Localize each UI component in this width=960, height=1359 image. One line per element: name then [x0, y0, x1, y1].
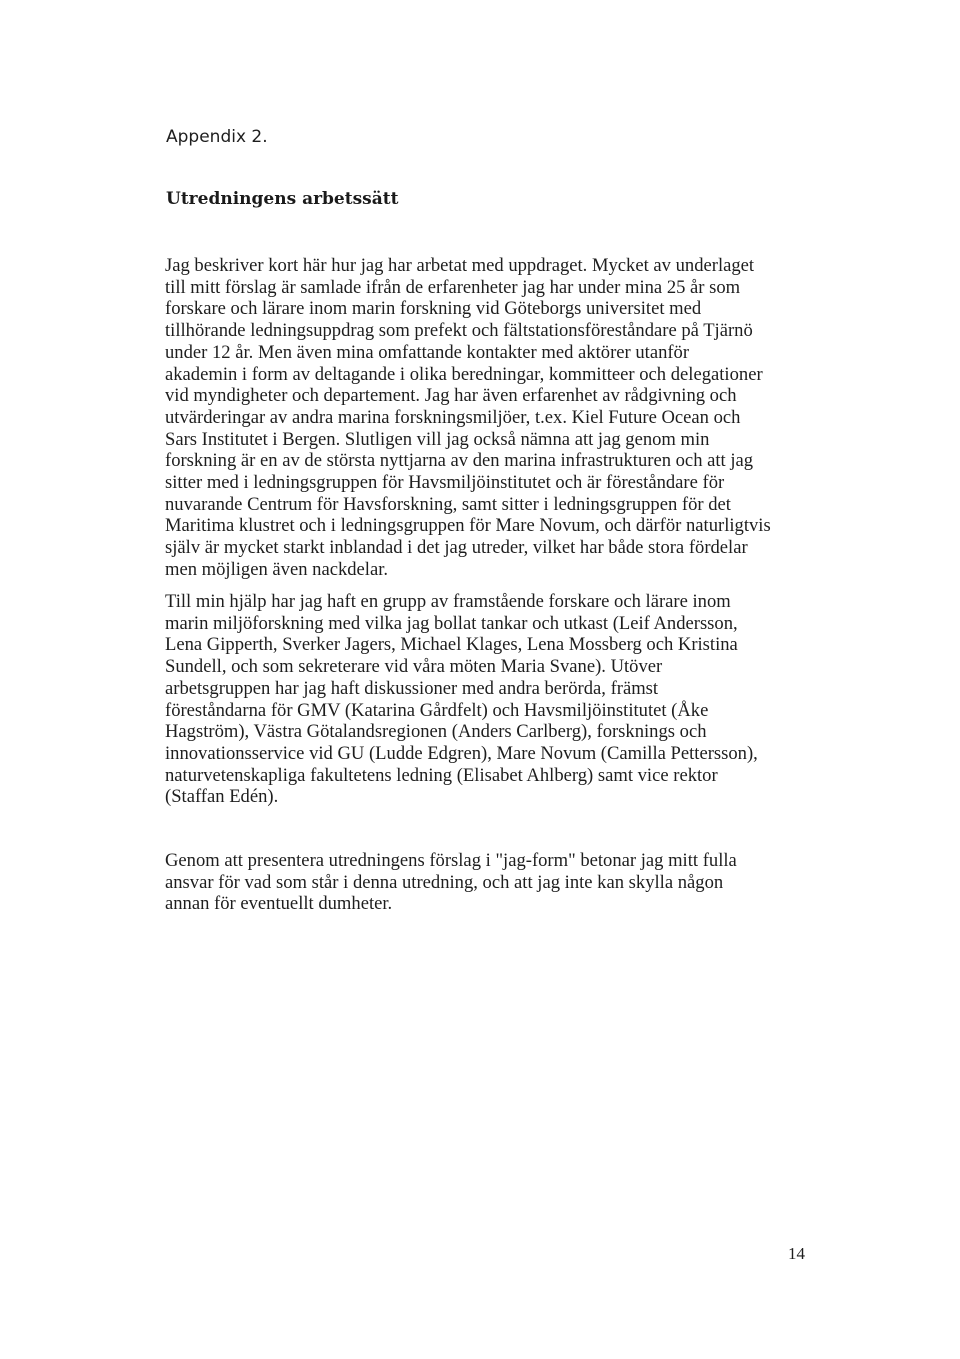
paragraph-line: innovationsservice vid GU (Ludde Edgren), Mare Novum (Camilla Pettersson),: [165, 742, 758, 764]
paragraph-line: sitter med i ledningsgruppen för Havsmiljöinstitutet och är föreståndare för: [165, 472, 725, 494]
paragraph-line: naturvetenskapliga fakultetens ledning (Elisabet Ahlberg) samt vice rektor: [165, 764, 718, 786]
paragraph-line: under 12 år. Men även mina omfattande kontakter med aktörer utanför: [165, 341, 690, 363]
paragraph-1: [165, 255, 815, 581]
paragraph-line: Hagström), Västra Götalandsregionen (Anders Carlberg), forsknings och: [165, 721, 707, 743]
paragraph-line: nuvarande Centrum för Havsforskning, samt sitter i ledningsgruppen för det: [165, 493, 731, 515]
paragraph-line: marin miljöforskning med vilka jag bollat tankar och utkast (Leif Andersson,: [165, 612, 738, 634]
paragraph-line: Maritima klustret och i ledningsgruppen för Mare Novum, och därför naturligtvis: [165, 515, 771, 537]
paragraph-3: [165, 850, 815, 915]
paragraph-line: men möjligen även nackdelar.: [165, 558, 389, 580]
appendix-label: Appendix 2.: [166, 127, 268, 147]
paragraph-line: Genom att presentera utredningens förslag i "jag-form" betonar jag mitt fulla: [165, 850, 737, 871]
paragraph-2: [165, 591, 815, 808]
paragraph-line: tillhörande ledningsuppdrag som prefekt och fältstationsföreståndare på Tjärnö: [165, 320, 753, 342]
paragraph-line: Sundell, och som sekreterare vid våra möten Maria Svane). Utöver: [165, 656, 663, 678]
paragraph-line: utvärderingar av andra marina forskningsmiljöer, t.ex. Kiel Future Ocean och: [165, 406, 741, 428]
paragraph-line: vid myndigheter och departement. Jag har även erfarenhet av rådgivning och: [165, 385, 737, 407]
paragraph-line: Lena Gipperth, Sverker Jagers, Michael Klages, Lena Mossberg och Kristina: [165, 634, 738, 656]
paragraph-line: arbetsgruppen har jag haft diskussioner med andra berörda, främst: [165, 677, 659, 699]
paragraph-line: till mitt förslag är samlade ifrån de erfarenheter jag har under mina 25 år som: [165, 276, 741, 298]
paragraph-line: själv är mycket starkt inblandad i det jag utreder, vilket har både stora fördelar: [165, 537, 748, 559]
paragraph-line: akademin i form av deltagande i olika beredningar, kommitteer och delegationer: [165, 363, 763, 385]
page-number: 14: [788, 1244, 805, 1263]
paragraph-line: Till min hjälp har jag haft en grupp av framstående forskare och lärare inom: [165, 591, 731, 612]
paragraph-line: föreståndarna för GMV (Katarina Gårdfelt) och Havsmiljöinstitutet (Åke: [165, 699, 709, 721]
paragraph-line: annan för eventuellt dumheter.: [165, 893, 393, 915]
paragraph-line: Jag beskriver kort här hur jag har arbetat med uppdraget. Mycket av underlaget: [165, 255, 755, 276]
paragraph-line: Sars Institutet i Bergen. Slutligen vill jag också nämna att jag genom min: [165, 428, 710, 450]
paragraph-line: ansvar för vad som står i denna utredning, och att jag inte kan skylla någon: [165, 871, 724, 893]
paragraph-line: forskare och lärare inom marin forskning vid Göteborgs universitet med: [165, 298, 702, 320]
paragraph-line: forskning är en av de största nyttjarna av den marina infrastrukturen och att jag: [165, 450, 754, 472]
section-heading: Utredningens arbetssätt: [166, 189, 399, 209]
paragraph-line: (Staffan Edén).: [165, 786, 279, 808]
